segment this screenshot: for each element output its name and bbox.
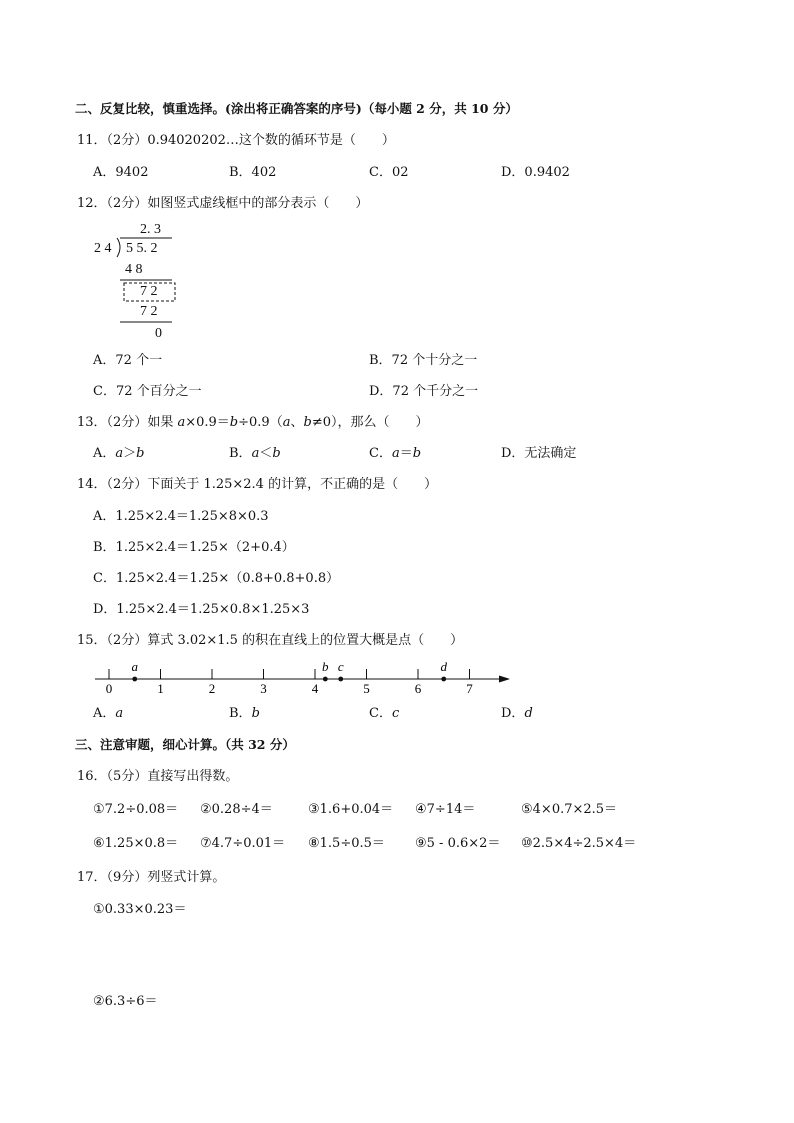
number-line-point-d [441, 677, 446, 682]
section-3-title: 三、注意审题，细心计算。（共 32 分） [75, 737, 295, 752]
number-line-tick-label: 6 [414, 681, 422, 695]
number-line-point-label-d: d [440, 659, 447, 674]
number-line-tick-label: 7 [466, 681, 473, 695]
calc-item-10: ⑩2.5×4÷2.5×4＝ [521, 836, 637, 851]
question-15-option-a[interactable]: A．a [93, 706, 124, 721]
number-line-arrow [499, 676, 510, 683]
number-line [90, 655, 515, 695]
calc-item-4: ④7÷14＝ [415, 802, 476, 817]
question-12-option-a[interactable]: A．72 个一 [93, 353, 163, 368]
calc-item-3: ③1.6+0.04＝ [308, 802, 394, 817]
division-divisor: 2 4 [94, 241, 112, 256]
calc-item-2: ②0.28÷4＝ [200, 802, 273, 817]
division-quotient: 2. 3 [140, 222, 161, 237]
division-step-2: 7 2 [140, 284, 158, 299]
question-14-option-b[interactable]: B．1.25×2.4＝1.25×（2+0.4） [93, 540, 295, 555]
question-15-option-c[interactable]: C．c [369, 706, 400, 721]
question-16-stem: 16．（5分）直接写出得数。 [77, 769, 239, 784]
question-13-option-b[interactable]: B．a＜b [229, 446, 281, 461]
division-remainder: 0 [155, 326, 162, 341]
division-lines [0, 0, 1, 1]
question-14-option-a[interactable]: A．1.25×2.4＝1.25×8×0.3 [93, 509, 269, 524]
question-13-option-d[interactable]: D．无法确定 [501, 446, 577, 461]
calc-item-8: ⑧1.5÷0.5＝ [308, 836, 385, 851]
question-11-option-a[interactable]: A．9402 [93, 165, 149, 180]
section-2-title: 二、反复比较，慎重选择。(涂出将正确答案的序号)（每小题 2 分，共 10 分） [75, 101, 518, 116]
question-13-option-c[interactable]: C．a＝b [369, 446, 422, 461]
number-line-point-b [323, 677, 328, 682]
calc-item-6: ⑥1.25×0.8＝ [93, 836, 179, 851]
division-dividend: 5 5. 2 [126, 241, 158, 256]
vertical-calc-item-1: ①0.33×0.23＝ [93, 902, 187, 917]
number-line-tick-label: 4 [311, 681, 319, 695]
number-line-tick-label: 0 [105, 681, 113, 695]
question-11-option-d[interactable]: D．0.9402 [501, 165, 570, 180]
number-line-point-a [132, 677, 137, 682]
question-15-option-d[interactable]: D．d [501, 706, 533, 721]
question-15-stem: 15．（2分）算式 3.02×1.5 的积在直线上的位置大概是点（ ） [77, 633, 464, 648]
question-12-option-b[interactable]: B．72 个十分之一 [369, 353, 478, 368]
calc-item-9: ⑨5 - 0.6×2＝ [415, 836, 501, 851]
calc-item-7: ⑦4.7÷0.01＝ [200, 836, 286, 851]
calc-item-1: ①7.2÷0.08＝ [93, 802, 179, 817]
question-11-stem: 11．（2分）0.94020202…这个数的循环节是（ ） [77, 133, 395, 148]
question-17-stem: 17．（9分）列竖式计算。 [77, 870, 226, 885]
number-line-point-label-b: b [322, 659, 329, 674]
number-line-tick-label: 1 [157, 681, 164, 695]
question-12-option-d[interactable]: D．72 个千分之一 [369, 384, 479, 399]
division-bracket [117, 238, 120, 257]
question-14-option-d[interactable]: D．1.25×2.4＝1.25×0.8×1.25×3 [93, 602, 310, 617]
number-line-point-c [338, 677, 343, 682]
question-14-option-c[interactable]: C．1.25×2.4＝1.25×（0.8+0.8+0.8） [93, 571, 340, 586]
vertical-calc-item-2: ②6.3÷6＝ [93, 994, 158, 1009]
question-11-option-b[interactable]: B．402 [229, 165, 277, 180]
question-15-option-b[interactable]: B．b [229, 706, 260, 721]
question-13-stem: 13．（2分）如果 a×0.9＝b÷0.9（a、b≠0），那么（ ） [77, 415, 429, 430]
number-line-point-label-c: c [337, 659, 344, 674]
number-line-point-label-a: a [131, 659, 138, 674]
question-12-stem: 12．（2分）如图竖式虚线框中的部分表示（ ） [77, 196, 369, 211]
question-14-stem: 14．（2分）下面关于 1.25×2.4 的计算，不正确的是（ ） [77, 477, 438, 492]
number-line-tick-label: 3 [260, 681, 267, 695]
question-13-option-a[interactable]: A．a＞b [93, 446, 145, 461]
number-line-tick-label: 2 [208, 681, 216, 695]
number-line-tick-label: 5 [363, 681, 370, 695]
question-11-option-c[interactable]: C．02 [369, 165, 409, 180]
calc-item-5: ⑤4×0.7×2.5＝ [521, 802, 618, 817]
division-step-1: 4 8 [125, 262, 143, 277]
question-12-option-c[interactable]: C．72 个百分之一 [93, 384, 202, 399]
division-step-3: 7 2 [140, 304, 158, 319]
